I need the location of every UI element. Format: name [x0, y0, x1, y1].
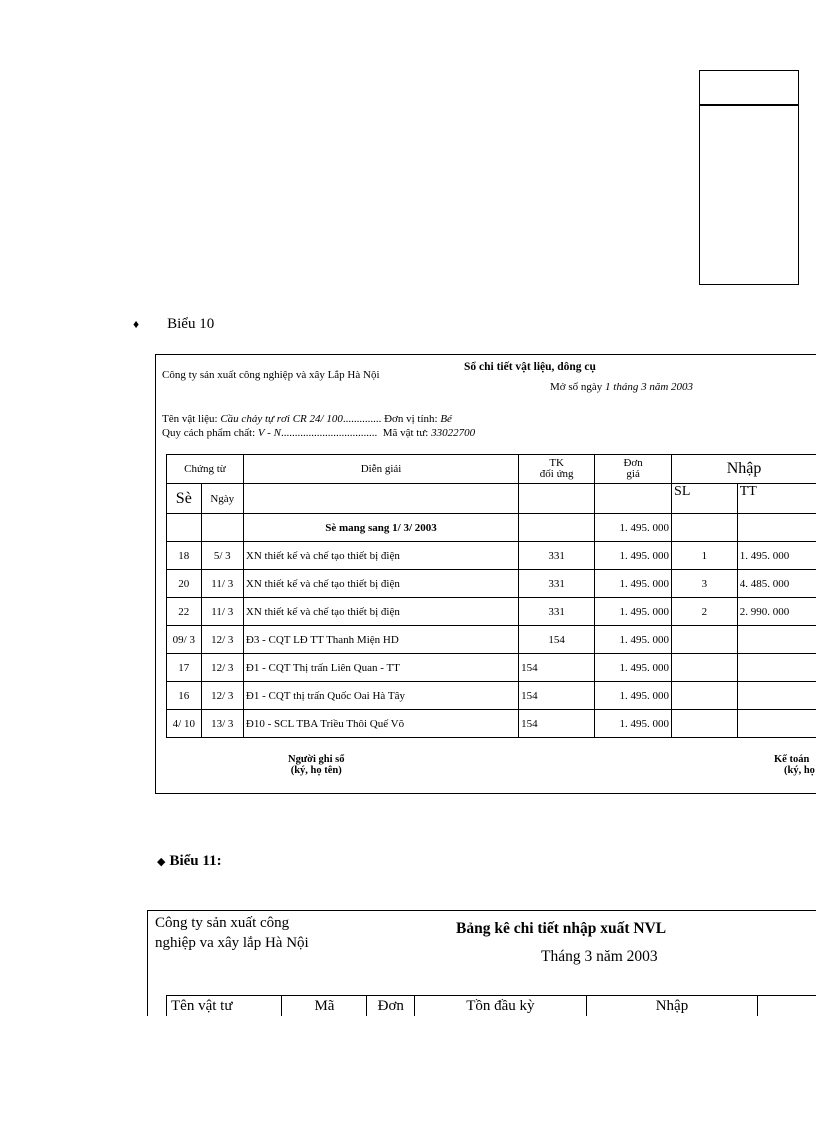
table-row	[167, 682, 816, 710]
cell-tt	[737, 654, 816, 682]
cell-so: 4/ 10	[167, 710, 202, 738]
cell-sl: 3	[672, 570, 738, 598]
cell-desc: Đ10 - SCL TBA Triều Thôi Quế Võ	[243, 710, 518, 738]
cell-price: 1. 495. 000	[595, 542, 672, 570]
cell-desc: XN thiết kế và chế tạo thiết bị điện	[243, 598, 518, 626]
cell-tt	[737, 710, 816, 738]
summary-header-nhap: Nhập	[586, 996, 757, 1017]
cell-tt	[737, 626, 816, 654]
cell-ngay: 12/ 3	[201, 654, 243, 682]
cell-tt: 1. 495. 000	[737, 542, 816, 570]
cell-sl	[672, 626, 738, 654]
header-ngay: Ngày	[201, 484, 243, 514]
table-row	[167, 598, 816, 626]
cell-sl	[672, 654, 738, 682]
table-row	[167, 542, 816, 570]
header-dien-giai: Diễn giải	[243, 455, 518, 484]
header-sl: SL	[672, 484, 738, 514]
cell-sl: 1	[672, 542, 738, 570]
header-chung-tu: Chứng từ	[167, 455, 244, 484]
summary-header-ma: Mã	[282, 996, 367, 1017]
cell-desc: Đ1 - CQT Thị trấn Liên Quan - TT	[243, 654, 518, 682]
company-name: Công ty sản xuất công nghiệp và xây Lắp Hà Nội	[162, 369, 380, 381]
cell-ngay: 5/ 3	[201, 542, 243, 570]
summary-period: Tháng 3 năm 2003	[541, 948, 658, 965]
cell-tt: 4. 485. 000	[737, 570, 816, 598]
table-row	[167, 570, 816, 598]
cell-sl	[672, 710, 738, 738]
opened-date: Mở sổ ngày 1 tháng 3 năm 2003	[550, 381, 694, 393]
cell-price: 1. 495. 000	[595, 654, 672, 682]
cell-desc: Đ3 - CQT LĐ TT Thanh Miện HD	[243, 626, 518, 654]
cell-so: 22	[167, 598, 202, 626]
cell-price: 1. 495. 000	[595, 598, 672, 626]
cell-tk: 154	[519, 654, 595, 682]
cell-sl: 2	[672, 598, 738, 626]
cell-ngay: 13/ 3	[201, 710, 243, 738]
header-don-gia: Đơn giá	[595, 455, 672, 484]
header-tk: TK đối ứng	[519, 455, 595, 484]
cell-ngay: 12/ 3	[201, 626, 243, 654]
cell-price: 1. 495. 000	[595, 570, 672, 598]
cell-price: 1. 495. 000	[595, 626, 672, 654]
cell-desc: XN thiết kế và chế tạo thiết bị điện	[243, 542, 518, 570]
cell-tk: 331	[519, 570, 595, 598]
cell-price: 1. 495. 000	[595, 682, 672, 710]
summary-header-don: Đơn	[367, 996, 415, 1017]
cell-so: 09/ 3	[167, 626, 202, 654]
table-row	[167, 626, 816, 654]
cell-so: 16	[167, 682, 202, 710]
cell-ngay: 12/ 3	[201, 682, 243, 710]
cell-tk: 331	[519, 598, 595, 626]
cell-ngay: 11/ 3	[201, 598, 243, 626]
cell-tk: 331	[519, 542, 595, 570]
summary-title: Bảng kê chi tiết nhập xuất NVL	[456, 920, 667, 937]
cell-sl	[672, 682, 738, 710]
ledger-table	[166, 454, 816, 738]
table-row	[167, 654, 816, 682]
cell-tk: 154	[519, 626, 595, 654]
cell-tt	[737, 682, 816, 710]
signer-recorder: Người ghi sổ (ký, họ tên)	[288, 754, 345, 776]
bieu10-heading: ♦ Biểu 10	[133, 316, 215, 332]
diamond-bullet-icon: ◆	[157, 856, 166, 868]
cell-so: 20	[167, 570, 202, 598]
cell-so: 18	[167, 542, 202, 570]
bieu11-heading: ◆ Biểu 11:	[157, 853, 222, 869]
cell-tk: 154	[519, 682, 595, 710]
cell-ngay: 11/ 3	[201, 570, 243, 598]
cell-desc: XN thiết kế và chế tạo thiết bị điện	[243, 570, 518, 598]
ledger-title: Sổ chi tiết vật liệu, dông cụ	[464, 361, 596, 373]
cell-price: 1. 495. 000	[595, 710, 672, 738]
cell-tk: 154	[519, 710, 595, 738]
diamond-bullet-icon: ♦	[133, 317, 140, 331]
summary-table	[166, 995, 816, 1016]
summary-header-ten: Tên vật tư	[167, 996, 282, 1017]
top-right-box	[699, 70, 799, 285]
summary-header-ton: Tồn đầu kỳ	[415, 996, 587, 1017]
page-cut-mask	[0, 1016, 816, 1123]
company-name-2: Công ty sản xuất công nghiệp va xây lắp Hà Nội	[155, 915, 309, 951]
cell-desc: Đ1 - CQT thị trấn Quốc Oai Hà Tây	[243, 682, 518, 710]
signer-accountant: Kế toán (ký, họ	[774, 754, 815, 776]
header-nhap: Nhập	[672, 455, 816, 484]
cell-tt: 2. 990. 000	[737, 598, 816, 626]
carry-row: Sè mang sang 1/ 3/ 2003 1. 495. 000	[167, 514, 816, 542]
header-tt: TT	[737, 484, 816, 514]
material-line: Tên vật liệu: Cầu chảy tự rơi CR 24/ 100.............. Đơn vị tính: Bé	[162, 413, 452, 425]
spec-line: Quy cách phẩm chất: V - N................................... Mã vật tư: 33022700	[162, 427, 476, 439]
table-row	[167, 710, 816, 738]
cell-so: 17	[167, 654, 202, 682]
header-so: Sè	[167, 484, 202, 514]
